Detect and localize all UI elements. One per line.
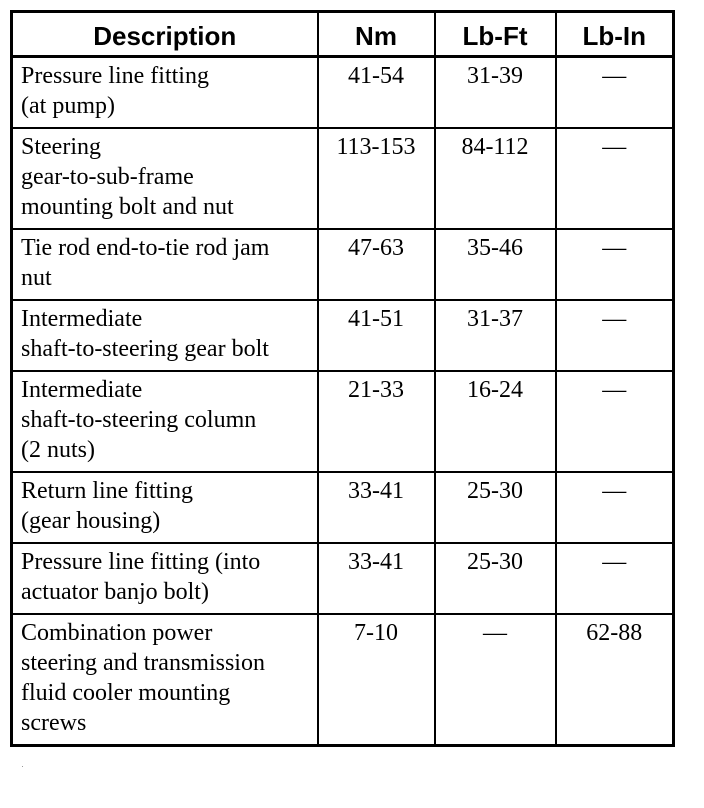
cell-lb-in: 62-88 [556, 614, 674, 746]
header-lb-in: Lb-In [556, 12, 674, 57]
cell-lb-in: — [556, 57, 674, 129]
header-row [12, 12, 674, 57]
table-row [12, 229, 674, 300]
cell-lb-ft: 84-112 [435, 128, 556, 229]
cell-nm: 113-153 [318, 128, 435, 229]
table-row [12, 57, 674, 129]
cell-lb-in: — [556, 472, 674, 543]
table-row [12, 128, 674, 229]
cell-nm: 33-41 [318, 543, 435, 614]
cell-lb-in: — [556, 543, 674, 614]
cell-nm: 41-54 [318, 57, 435, 129]
table-row [12, 614, 674, 746]
cell-description: Pressure line fitting (at pump) [12, 57, 318, 129]
cell-nm: 7-10 [318, 614, 435, 746]
cell-description: Steering gear-to-sub-frame mounting bolt and nut [12, 128, 318, 229]
cell-description: Combination power steering and transmission fluid cooler mounting screws [12, 614, 318, 746]
table-row [12, 543, 674, 614]
scan-speck [22, 766, 23, 767]
cell-lb-ft: 35-46 [435, 229, 556, 300]
header-nm: Nm [318, 12, 435, 57]
cell-lb-ft: 25-30 [435, 472, 556, 543]
cell-lb-in: — [556, 371, 674, 472]
header-lb-ft: Lb-Ft [435, 12, 556, 57]
cell-nm: 47-63 [318, 229, 435, 300]
cell-description: Pressure line fitting (into actuator banjo bolt) [12, 543, 318, 614]
header-description: Description [12, 12, 318, 57]
table-row [12, 371, 674, 472]
cell-lb-ft: 31-37 [435, 300, 556, 371]
cell-description: Return line fitting (gear housing) [12, 472, 318, 543]
cell-description: Intermediate shaft-to-steering gear bolt [12, 300, 318, 371]
cell-nm: 33-41 [318, 472, 435, 543]
cell-description: Tie rod end-to-tie rod jam nut [12, 229, 318, 300]
cell-description: Intermediate shaft-to-steering column (2 nuts) [12, 371, 318, 472]
cell-nm: 21-33 [318, 371, 435, 472]
cell-nm: 41-51 [318, 300, 435, 371]
cell-lb-in: — [556, 128, 674, 229]
cell-lb-ft: — [435, 614, 556, 746]
cell-lb-in: — [556, 229, 674, 300]
cell-lb-ft: 16-24 [435, 371, 556, 472]
cell-lb-ft: 31-39 [435, 57, 556, 129]
table-row [12, 472, 674, 543]
cell-lb-ft: 25-30 [435, 543, 556, 614]
cell-lb-in: — [556, 300, 674, 371]
torque-specifications-table [10, 10, 675, 747]
table-row [12, 300, 674, 371]
